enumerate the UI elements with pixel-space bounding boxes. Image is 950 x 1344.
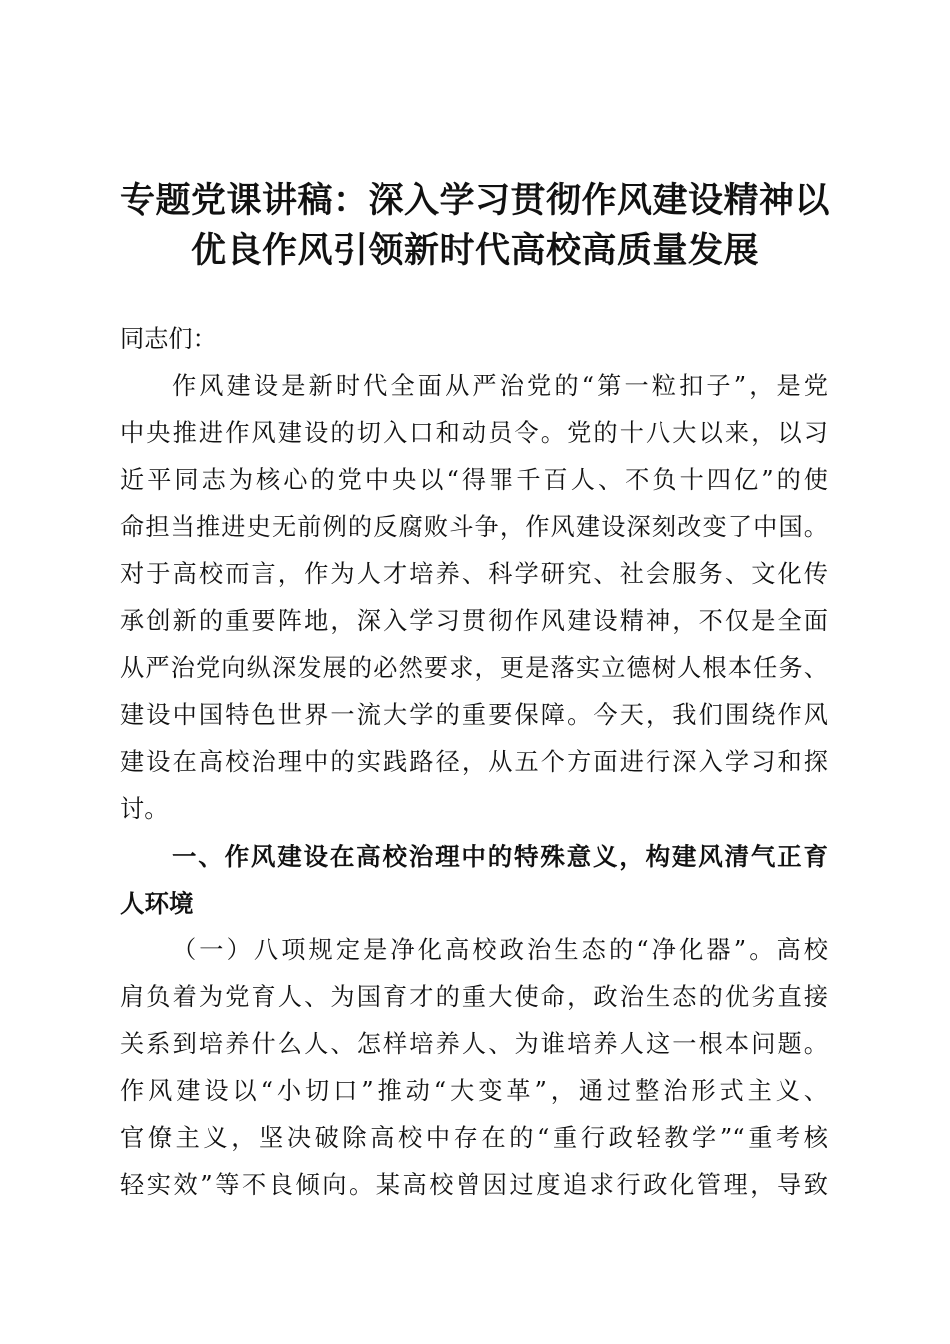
section-1-line: 肩负着为党育人、为国育才的重大使命，政治生态的优劣直接 xyxy=(120,983,828,1011)
salutation xyxy=(120,316,828,363)
section-1-line: 作风建设以“小切口”推动“大变革”，通过整治形式主义、 xyxy=(120,1077,828,1105)
heading-line: 一、作风建设在高校治理中的特殊意义，构建风清气正育 xyxy=(172,842,828,871)
intro-line: 对于高校而言，作为人才培养、科学研究、社会服务、文化传 xyxy=(120,560,828,588)
section-1-line: 轻实效”等不良倾向。某高校曾因过度追求行政化管理，导致 xyxy=(120,1171,828,1199)
intro-line: 建设在高校治理中的实践路径，从五个方面进行深入学习和探 xyxy=(120,748,828,776)
intro-line: 作风建设是新时代全面从严治党的“第一粒扣子”，是党 xyxy=(172,372,828,400)
intro-line: 承创新的重要阵地，深入学习贯彻作风建设精神，不仅是全面 xyxy=(120,607,828,635)
intro-line: 中央推进作风建设的切入口和动员令。党的十八大以来，以习 xyxy=(120,419,828,447)
title-line-1: 专题党课讲稿：深入学习贯彻作风建设精神以 xyxy=(119,180,830,221)
heading-line: 人环境 xyxy=(120,889,194,918)
section-1-heading xyxy=(120,833,828,927)
intro-paragraph xyxy=(120,363,828,833)
document-body xyxy=(120,316,828,1209)
title-line-2: 优良作风引领新时代高校高质量发展 xyxy=(190,230,759,271)
intro-line: 命担当推进史无前例的反腐败斗争，作风建设深刻改变了中国。 xyxy=(120,513,828,541)
intro-line: 讨。 xyxy=(120,795,169,823)
salutation-text: 同志们： xyxy=(120,325,217,353)
section-1-line: 关系到培养什么人、怎样培养人、为谁培养人这一根本问题。 xyxy=(120,1030,828,1058)
intro-line: 建设中国特色世界一流大学的重要保障。今天，我们围绕作风 xyxy=(120,701,828,729)
intro-line: 从严治党向纵深发展的必然要求，更是落实立德树人根本任务、 xyxy=(120,654,828,682)
document-title xyxy=(95,176,855,276)
section-1-line: （一）八项规定是净化高校政治生态的“净化器”。高校 xyxy=(172,936,828,964)
section-1-line: 官僚主义，坚决破除高校中存在的“重行政轻教学”“重考核 xyxy=(120,1124,828,1152)
intro-line: 近平同志为核心的党中央以“得罪千百人、不负十四亿”的使 xyxy=(120,466,828,494)
section-1-paragraph xyxy=(120,927,828,1209)
